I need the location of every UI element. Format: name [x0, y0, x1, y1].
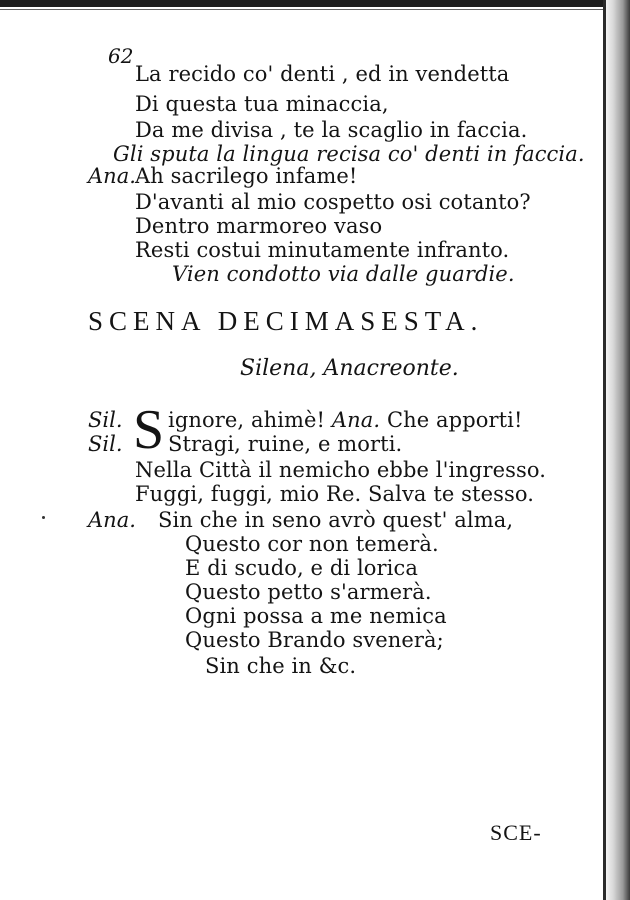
stage-direction: Vien condotto via dalle guardie.	[172, 262, 515, 286]
verse-line: Dentro marmoreo vaso	[135, 214, 383, 238]
scene-characters: Silena, Anacreonte.	[240, 356, 459, 381]
ink-speck	[42, 516, 45, 519]
verse-line: Ah sacrilego infame!	[135, 164, 358, 188]
speaker-label: Sil.	[88, 432, 123, 456]
catchword: SCE-	[490, 820, 542, 845]
verse-line: Ogni possa a me nemica	[185, 604, 447, 628]
page-top-rule	[0, 0, 606, 7]
drop-cap: S	[133, 399, 165, 461]
verse-line: Sin che in seno avrò quest' alma,	[158, 508, 514, 532]
verse-line: E di scudo, e di lorica	[185, 556, 418, 580]
book-spine-shadow	[606, 0, 630, 900]
verse-line: Questo Brando svenerà;	[185, 628, 444, 652]
verse-line: Di questa tua minaccia,	[135, 92, 389, 116]
verse-line: Questo petto s'armerà.	[185, 580, 432, 604]
verse-text: Che apporti!	[386, 408, 523, 432]
verse-line: D'avanti al mio cospetto osi cotanto?	[135, 190, 531, 214]
scene-title: SCENA DECIMASESTA.	[88, 306, 484, 336]
speaker-label-inline: Ana.	[331, 408, 381, 432]
verse-line: Nella Città il nemicho ebbe l'ingresso.	[135, 458, 547, 482]
verse-line: Sin che in &c.	[205, 654, 357, 678]
verse-line: Resti costui minutamente infranto.	[135, 238, 510, 262]
stage-direction: Gli sputa la lingua recisa co' denti in faccia.	[113, 142, 585, 166]
page-number: 62	[108, 44, 134, 68]
verse-line: Fuggi, fuggi, mio Re. Salva te stesso.	[135, 482, 535, 506]
verse-line: Stragi, ruine, e morti.	[168, 432, 403, 456]
speaker-label: Ana.	[88, 508, 136, 532]
verse-line: Questo cor non temerà.	[185, 532, 439, 556]
speaker-label: Sil.	[88, 408, 123, 432]
speaker-label: Ana.	[88, 164, 136, 188]
verse-line	[168, 408, 523, 432]
verse-text: ignore, ahimè!	[168, 408, 332, 432]
verse-line: La recido co' denti , ed in vendetta	[135, 62, 510, 86]
verse-line: Da me divisa , te la scaglio in faccia.	[135, 118, 528, 142]
